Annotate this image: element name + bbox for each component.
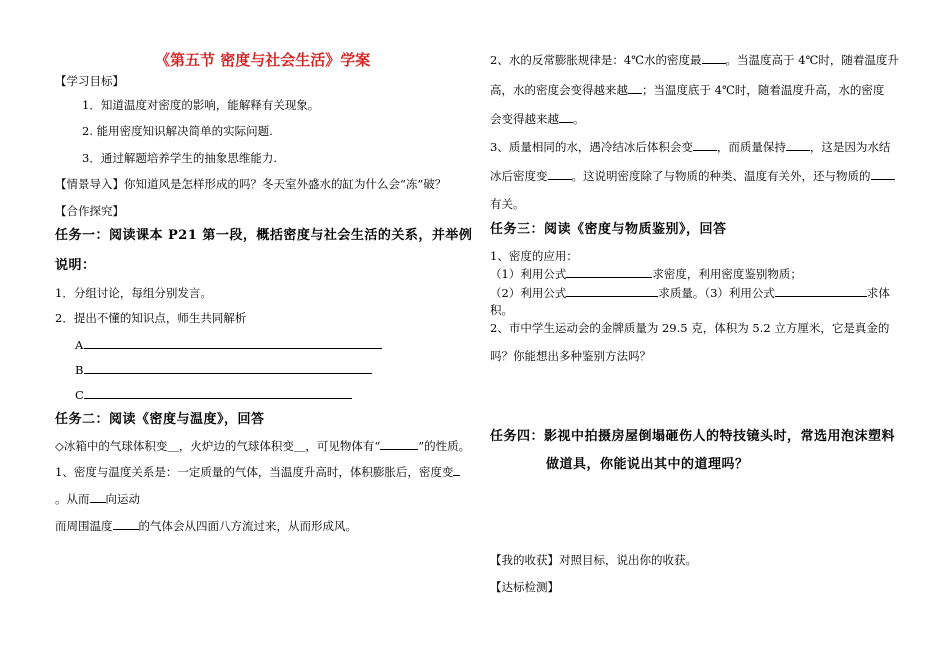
task2-heading: 任务二：阅读《密度与温度》，回答: [55, 412, 265, 427]
step-2: 2．提出不懂的知识点，师生共同解析: [55, 311, 247, 325]
blank-b-line: [84, 373, 372, 374]
goal-1: 1．知道温度对密度的影响，能解释有关现象。: [82, 98, 320, 112]
task4-heading-cont: 做道具，你能说出其中的道理吗？: [546, 457, 749, 472]
question-3-text: 3、质量相同的水，遇冷结冰后体积会变: [490, 140, 693, 154]
question-3-text: ，而质量保持: [716, 140, 786, 154]
question-1-text: 的气体会从四面八方流过来，从而形成风。: [138, 519, 357, 533]
goal-2: 2. 能用密度知识解决简单的实际问题.: [82, 124, 273, 138]
task4-heading: 任务四：影视中拍摄房屋倒塌砸伤人的特技镜头时，常选用泡沫塑料: [490, 429, 896, 444]
question-2-text: 2、水的反常膨胀规律是：4℃水的密度最: [490, 53, 702, 67]
formula-blank: [775, 285, 867, 297]
question-1-text: 。从而: [55, 492, 90, 506]
blank-c-label: C: [75, 388, 84, 402]
application-text: （1）利用公式: [490, 267, 567, 281]
medal-question-line1: 2、市中学生运动会的金牌质量为 29.5 克，体积为 5.2 立方厘米，它是真金的: [490, 321, 890, 335]
answer-blank: [559, 111, 573, 123]
question-2-line3: [490, 111, 585, 127]
question-2-text: 会变得越来越: [490, 112, 559, 126]
formula-blank: [566, 285, 658, 297]
question-balloon: [55, 438, 470, 454]
question-2-text: 高，水的密度会变得越来越: [490, 83, 628, 97]
answer-blank: [453, 464, 460, 476]
question-1-text: 向运动: [105, 492, 140, 506]
question-balloon-part1: ◇冰箱中的气球体积变＿，火炉边的气球体积变＿，可见物体有“: [55, 439, 381, 453]
answer-blank: [871, 168, 895, 180]
question-1-text: 1、密度与温度关系是：一定质量的气体，当温度升高时，体积膨胀后，密度变: [55, 465, 454, 479]
medal-question-line2: 吗？你能想出多种鉴别方法吗？: [490, 349, 651, 363]
question-2-text: 。: [573, 112, 585, 126]
step-1: 1．分组讨论，每组分别发言。: [55, 286, 212, 300]
answer-blank: [786, 139, 810, 151]
answer-blank: [90, 491, 106, 503]
question-2-line1: [490, 52, 899, 68]
question-2-line2: [490, 82, 884, 98]
cooperate-header: 【合作探究】: [55, 204, 124, 218]
question-3-line1: [490, 139, 890, 155]
answer-blank: [702, 52, 726, 64]
application-text: 求质量。（3）利用公式: [658, 286, 775, 300]
intro-text: 【情景导入】你知道风是怎样形成的吗？冬天室外盛水的缸为什么会“冻”破？: [55, 177, 447, 191]
question-2-text: 。当温度高于 4℃时，随着温度升: [725, 53, 899, 67]
question-3-line3: 有关。: [490, 197, 525, 211]
question-balloon-part2: ”的性质。: [418, 439, 471, 453]
question-3-line2: [490, 168, 895, 184]
question-3-text: 。这说明密度除了与物质的种类、温度有关外，还与物质的: [571, 169, 871, 183]
question-1-line1: [55, 464, 460, 480]
task3-heading: 任务三：阅读《密度与物质鉴别》，回答: [490, 222, 727, 237]
answer-blank: [380, 438, 418, 450]
task1-heading: 任务一：阅读课本 P21 第一段，概括密度与社会生活的关系，并举例: [55, 228, 473, 243]
question-1-line2: [55, 491, 140, 507]
my-gains: 【我的收获】对照目标，说出你的收获。: [490, 553, 697, 567]
assessment-header: 【达标检测】: [490, 580, 559, 594]
blank-b-label: B: [75, 363, 84, 377]
application-1: [490, 266, 802, 282]
task1-heading-cont: 说明：: [55, 258, 96, 273]
blank-a-line: [84, 348, 382, 349]
question-1-line3: [55, 518, 357, 534]
application-text: 求体: [866, 286, 890, 300]
question-1-text: 而周围温度: [55, 519, 113, 533]
blank-c-line: [84, 398, 352, 399]
question-3-text: 冰后密度变: [490, 169, 548, 183]
goal-3: 3．通过解题培养学生的抽象思维能力.: [82, 151, 277, 165]
answer-blank: [113, 518, 139, 530]
page-title: 《第五节 密度与社会生活》学案: [155, 51, 371, 69]
goals-header: 【学习目标】: [55, 74, 124, 88]
formula-blank: [566, 266, 652, 278]
application-2: [490, 285, 890, 301]
question-2-text: ；当温度底于 4℃时，随着温度升高，水的密度: [642, 83, 885, 97]
application-2-cont: 积。: [490, 303, 513, 317]
question-3-text: ，这是因为水结: [809, 140, 891, 154]
blank-a-label: A: [75, 338, 84, 352]
answer-blank: [628, 82, 642, 94]
answer-blank: [693, 139, 717, 151]
density-application: 1、密度的应用：: [490, 249, 578, 263]
answer-blank: [548, 168, 572, 180]
application-text: 求密度，利用密度鉴别物质；: [652, 267, 802, 281]
application-text: （2）利用公式: [490, 286, 567, 300]
